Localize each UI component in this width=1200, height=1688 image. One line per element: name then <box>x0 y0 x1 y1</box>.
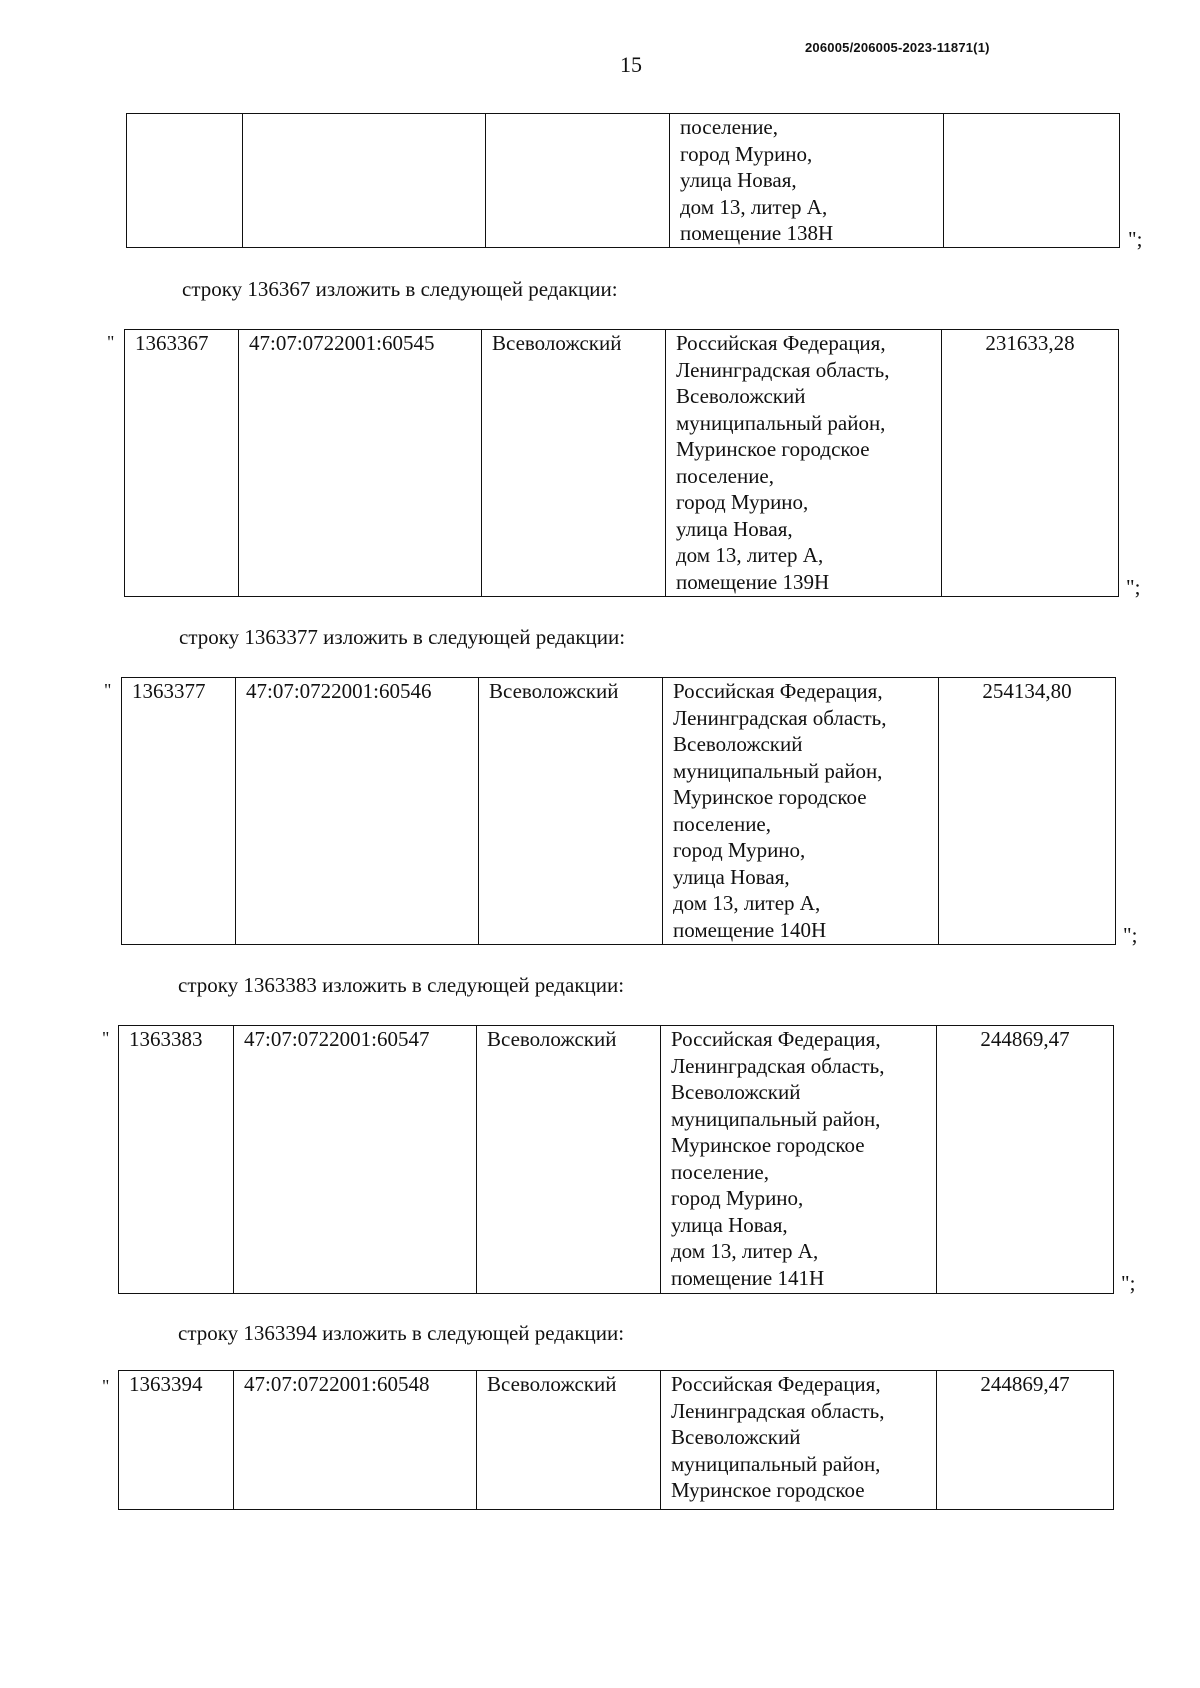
address-line: Муринское городское <box>673 785 867 809</box>
cell-cadastral: 47:07:0722001:60546 <box>236 678 479 945</box>
address-line: муниципальный район, <box>676 410 886 435</box>
address-line: муниципальный район, <box>671 1106 881 1131</box>
address-line: поселение, <box>680 115 779 139</box>
instruction-text: строку 1363383 изложить в следующей редакции: <box>178 973 625 997</box>
instruction-text: строку 1363394 изложить в следующей редакции: <box>178 1321 625 1345</box>
cell-cadastral <box>243 114 486 248</box>
table-row <box>122 678 1116 945</box>
cell-district: Всеволожский <box>477 1371 661 1510</box>
address-line: дом 13, литер А, <box>680 194 828 219</box>
table-row <box>119 1371 1114 1510</box>
closing-quote: "; <box>1121 1271 1136 1295</box>
address-line: дом 13, литер А, <box>671 1239 819 1263</box>
address-line: Всеволожский <box>673 732 803 756</box>
opening-quote: " <box>104 680 112 700</box>
address-line: помещение 141Н <box>671 1265 825 1290</box>
instruction-text: строку 1363377 изложить в следующей редакции: <box>179 625 626 649</box>
cell-district <box>486 114 670 248</box>
table-continuation <box>126 113 1120 248</box>
closing-quote: "; <box>1126 575 1141 599</box>
opening-quote: " <box>102 1376 110 1396</box>
cell-number <box>127 114 243 248</box>
address-line: помещение 140Н <box>673 917 827 942</box>
address-line: Российская Федерация, <box>673 679 883 703</box>
table-row-1363377 <box>121 677 1116 945</box>
cell-value <box>944 114 1120 248</box>
cell-cadastral: 47:07:0722001:60545 <box>239 330 482 597</box>
address-line: Муринское городское <box>671 1478 865 1502</box>
address-line: город Мурино, <box>673 838 806 862</box>
table-row <box>125 330 1119 597</box>
address-line: Всеволожский <box>671 1425 801 1449</box>
address-line: помещение 138Н <box>680 221 834 245</box>
address-line: улица Новая, <box>680 168 797 192</box>
address-line: Муринское городское <box>676 437 870 461</box>
cell-value: 254134,80 <box>939 678 1116 945</box>
address-line: Российская Федерация, <box>676 331 886 355</box>
document-id: 206005/206005-2023-11871(1) <box>805 40 990 55</box>
address-line: город Мурино, <box>676 490 809 514</box>
cell-number: 1363394 <box>119 1371 234 1510</box>
address-line: Всеволожский <box>676 384 806 408</box>
address-line: Ленинградская область, <box>671 1053 885 1078</box>
cell-address <box>663 678 939 945</box>
address-line: муниципальный район, <box>671 1451 881 1476</box>
address-line: поселение, <box>676 463 775 488</box>
cell-address <box>666 330 942 597</box>
cell-district: Всеволожский <box>479 678 663 945</box>
address-line: город Мурино, <box>671 1186 804 1210</box>
table-row-1363394 <box>118 1370 1114 1510</box>
cell-address <box>670 114 944 248</box>
address-line: Российская Федерация, <box>671 1027 881 1051</box>
opening-quote: " <box>102 1028 110 1048</box>
cell-value: 231633,28 <box>942 330 1119 597</box>
cell-value: 244869,47 <box>937 1026 1114 1294</box>
instruction-text: строку 136367 изложить в следующей редакции: <box>182 277 618 301</box>
table-row <box>127 114 1120 248</box>
cell-number: 1363383 <box>119 1026 234 1294</box>
address-line: дом 13, литер А, <box>676 543 824 567</box>
table-row-1363367 <box>124 329 1119 597</box>
address-line: улица Новая, <box>671 1212 788 1237</box>
cell-number: 1363377 <box>122 678 236 945</box>
closing-quote: "; <box>1128 227 1143 251</box>
cell-cadastral: 47:07:0722001:60547 <box>234 1026 477 1294</box>
address-line: Муринское городское <box>671 1133 865 1157</box>
cell-address <box>661 1026 937 1294</box>
address-line: Ленинградская область, <box>676 357 890 382</box>
address-line: дом 13, литер А, <box>673 891 821 915</box>
address-line: улица Новая, <box>676 516 793 541</box>
address-line: Всеволожский <box>671 1080 801 1104</box>
cell-number: 1363367 <box>125 330 239 597</box>
closing-quote: "; <box>1123 923 1138 947</box>
cell-value: 244869,47 <box>937 1371 1114 1510</box>
address-line: Ленинградская область, <box>671 1398 885 1423</box>
address-line: поселение, <box>673 811 772 836</box>
address-line: город Мурино, <box>680 141 813 166</box>
address-line: Ленинградская область, <box>673 705 887 730</box>
table-row <box>119 1026 1114 1294</box>
cell-cadastral: 47:07:0722001:60548 <box>234 1371 477 1510</box>
address-line: улица Новая, <box>673 864 790 889</box>
address-line: муниципальный район, <box>673 758 883 783</box>
cell-district: Всеволожский <box>482 330 666 597</box>
address-line: помещение 139Н <box>676 569 830 594</box>
cell-district: Всеволожский <box>477 1026 661 1294</box>
address-line: Российская Федерация, <box>671 1372 881 1396</box>
table-row-1363383 <box>118 1025 1114 1294</box>
page-number: 15 <box>620 52 642 77</box>
opening-quote: " <box>107 332 115 352</box>
address-line: поселение, <box>671 1159 770 1184</box>
cell-address <box>661 1371 937 1510</box>
